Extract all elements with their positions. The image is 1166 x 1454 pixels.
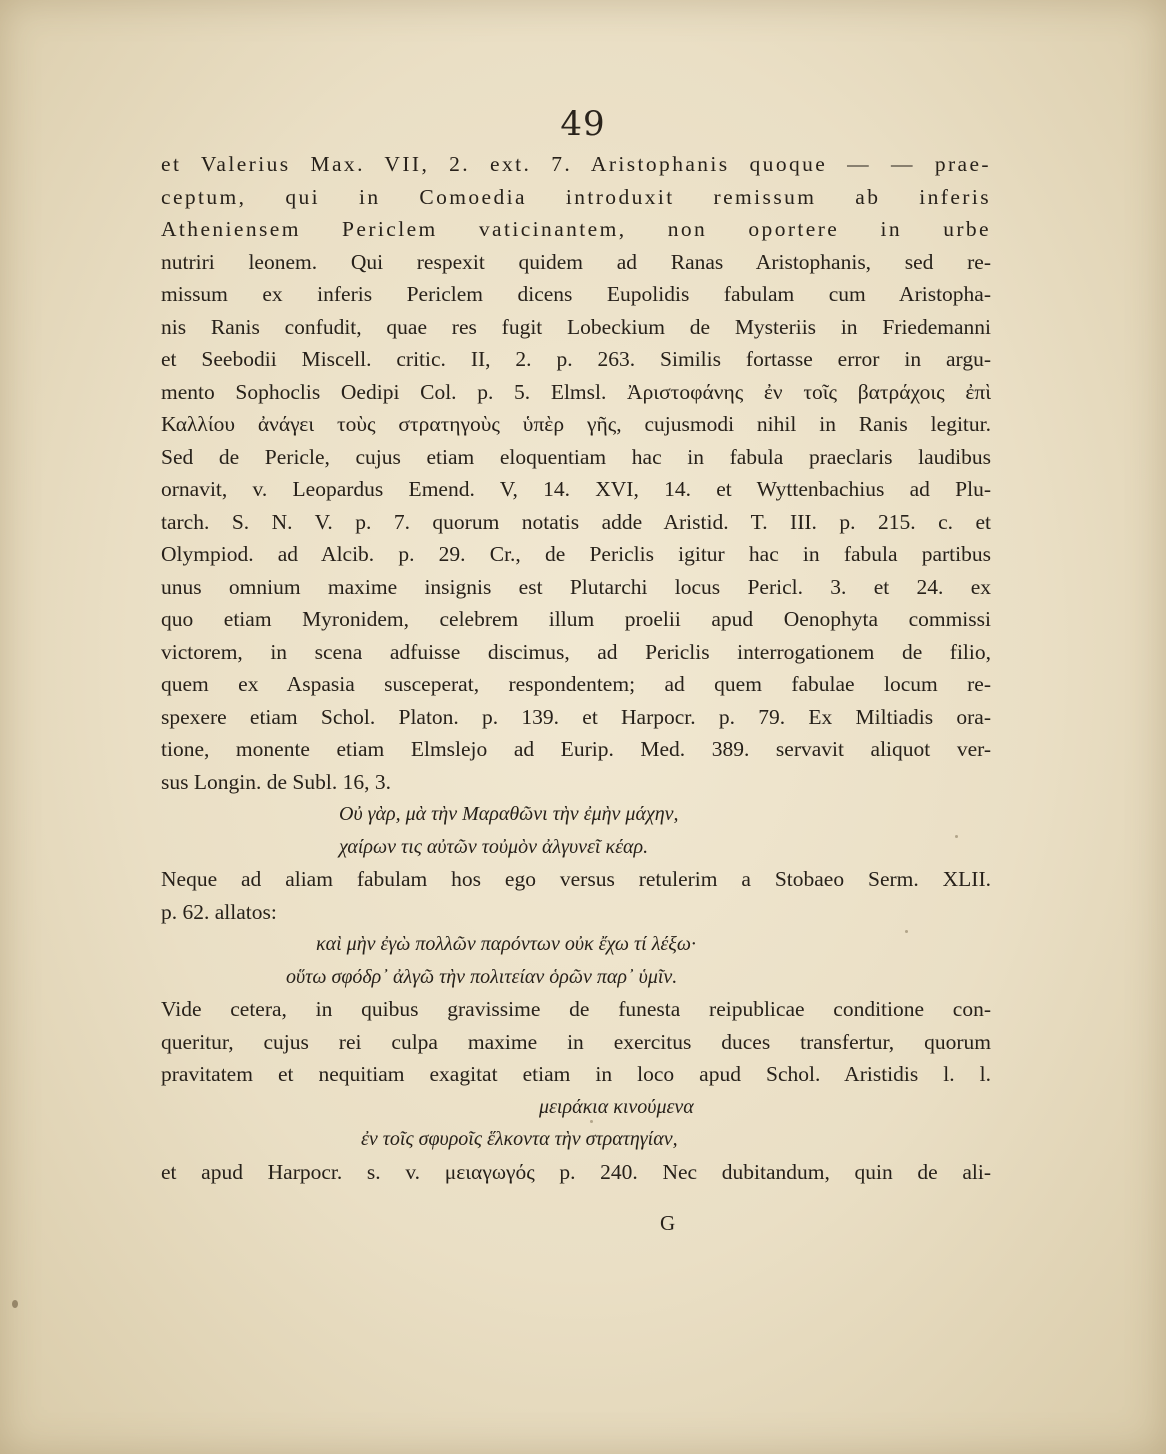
text-line: mento Sophoclis Oedipi Col. p. 5. Elmsl. Ἀριστοφάνης ἐν τοῖς βατράχοις ἐπὶ (161, 379, 991, 404)
text-line: et Valerius Max. VII, 2. ext. 7. Aristophanis quoque — — prae- (161, 152, 991, 176)
text-line: pravitatem et nequitiam exagitat etiam in loco apud Schol. Aristidis l. l. (161, 1062, 991, 1086)
text-line: Atheniensem Periclem vaticinantem, non oportere in urbe (161, 217, 991, 241)
greek-verse-line: χαίρων τις αὐτῶν τοὐμὸν ἀλγυνεῖ κέαρ. (339, 835, 649, 858)
text-line: Neque ad aliam fabulam hos ego versus retulerim a Stobaeo Serm. XLII. (161, 867, 991, 891)
text-line: Sed de Pericle, cujus etiam eloquentiam hac in fabula praeclaris laudibus (161, 444, 991, 469)
text-line: nis Ranis confudit, quae res fugit Lobeckium de Mysteriis in Friedemanni (161, 314, 991, 339)
text-line: p. 62. allatos: (161, 899, 277, 924)
text-line: spexere etiam Schol. Platon. p. 139. et Harpocr. p. 79. Ex Miltiadis ora- (161, 704, 991, 729)
text-line: ceptum, qui in Comoedia introduxit remissum ab inferis (161, 184, 991, 209)
text-line: et Seebodii Miscell. critic. II, 2. p. 263. Similis fortasse error in argu- (161, 347, 991, 371)
text-line: Καλλίου ἀνάγει τοὺς στρατηγοὺς ὑπὲρ γῆς, cujusmodi nihil in Ranis legitur. (161, 412, 991, 436)
text-line: victorem, in scena adfuisse discimus, ad Periclis interrogationem de filio, (161, 639, 991, 664)
greek-verse-line: οὕτω σφόδρ᾽ ἀλγῶ τὴν πολιτείαν ὁρῶν παρ᾽ ὑμῖν. (286, 965, 678, 988)
text-line: missum ex inferis Periclem dicens Eupolidis fabulam cum Aristopha- (161, 282, 991, 306)
text-line: et apud Harpocr. s. v. μειαγωγός p. 240. Nec dubitandum, quin de ali- (161, 1159, 991, 1184)
main-text (161, 148, 991, 1188)
text-line: quo etiam Myronidem, celebrem illum proelii apud Oenophyta commissi (161, 607, 991, 631)
text-line: nutriri leonem. Qui respexit quidem ad Ranas Aristophanis, sed re- (161, 249, 991, 274)
text-line: tione, monente etiam Elmslejo ad Eurip. Med. 389. servavit aliquot ver- (161, 737, 991, 761)
text-line: queritur, cujus rei culpa maxime in exercitus duces transfertur, quorum (161, 1029, 991, 1054)
catchword: G (660, 1211, 676, 1235)
text-line: Vide cetera, in quibus gravissime de funesta reipublicae conditione con- (161, 997, 991, 1021)
greek-verse-line: ἐν τοῖς σφυροῖς ἕλκοντα τὴν στρατηγίαν, (361, 1128, 678, 1150)
greek-verse-line: καὶ μὴν ἐγὼ πολλῶν παρόντων οὐκ ἔχω τί λέξω· (316, 933, 696, 955)
text-line: unus omnium maxime insignis est Plutarchi locus Pericl. 3. et 24. ex (161, 574, 991, 599)
text-line: Olympiod. ad Alcib. p. 29. Cr., de Periclis igitur hac in fabula partibus (161, 542, 991, 566)
greek-verse-line: μειράκια κινούμενα (539, 1095, 694, 1118)
text-line: tarch. S. N. V. p. 7. quorum notatis adde Aristid. T. III. p. 215. c. et (161, 509, 991, 534)
greek-verse-line: Οὐ γὰρ, μὰ τὴν Μαραθῶνι τὴν ἐμὴν μάχην, (339, 803, 679, 825)
text-line: sus Longin. de Subl. 16, 3. (161, 769, 391, 794)
text-line: quem ex Aspasia susceperat, respondentem; ad quem fabulae locum re- (161, 672, 991, 696)
text-line: ornavit, v. Leopardus Emend. V, 14. XVI, 14. et Wyttenbachius ad Plu- (161, 477, 991, 501)
page-number: 49 (560, 104, 606, 144)
paper-speck (12, 1300, 18, 1308)
